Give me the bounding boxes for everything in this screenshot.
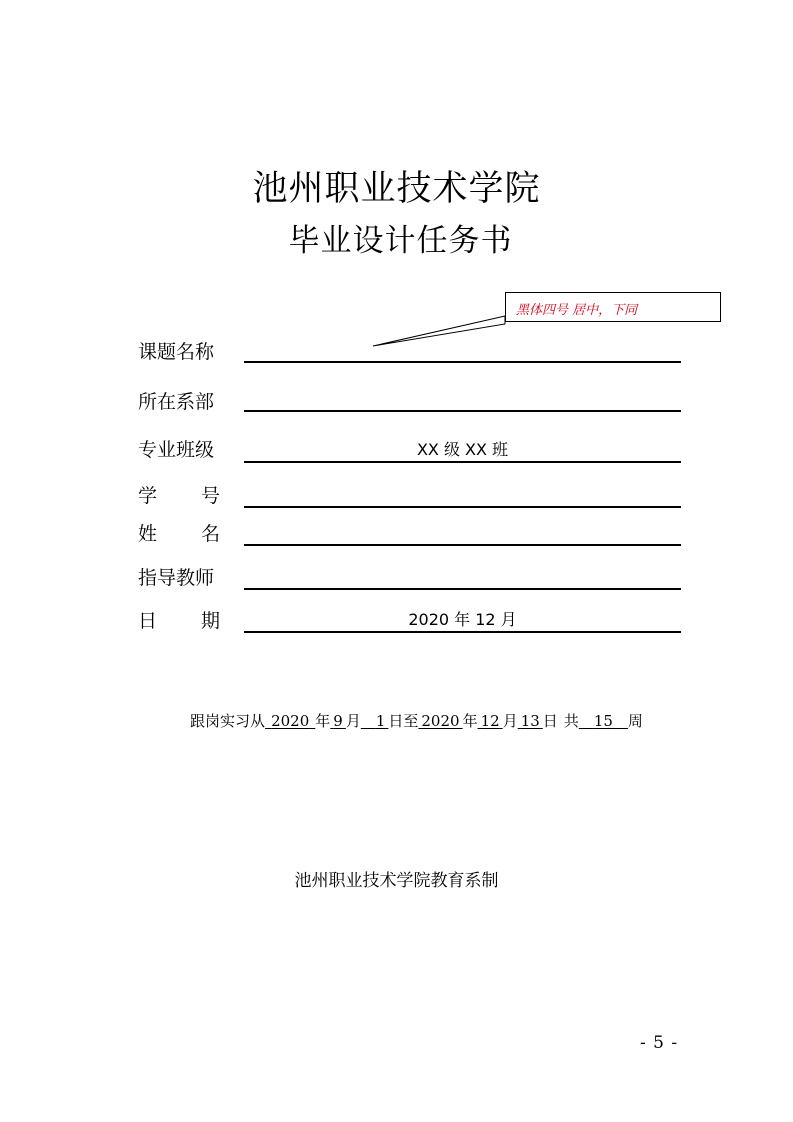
date-underline: [244, 631, 681, 633]
period-end-year[interactable]: 2020: [421, 712, 460, 730]
issuer-text: 池州职业技术学院教育系制: [294, 871, 499, 891]
class-label: 专业班级: [138, 439, 215, 461]
page-number: - 5 -: [640, 1033, 679, 1053]
date-label: 日 期: [138, 610, 220, 632]
period-end-day[interactable]: 13: [520, 712, 540, 730]
topic-underline: [244, 361, 681, 363]
period-month-char: 月: [345, 712, 361, 730]
period-start-year[interactable]: 2020: [271, 712, 310, 730]
internship-period: [0, 710, 793, 732]
annotation-callout: 黑体四号 居中，下同: [505, 292, 721, 322]
period-day-char: 日: [542, 712, 558, 730]
period-month-char-2: 月: [502, 712, 518, 730]
topic-label: 课题名称: [138, 341, 215, 363]
period-week-char: 周: [627, 712, 643, 730]
period-start-day[interactable]: 1: [375, 712, 386, 730]
school-title: 池州职业技术学院: [252, 169, 541, 209]
document-title: 毕业设计任务书: [288, 223, 513, 259]
advisor-label: 指导教师: [138, 567, 215, 589]
department-label: 所在系部: [138, 391, 215, 413]
student-id-label: 学 号: [138, 485, 220, 507]
name-underline: [244, 544, 681, 546]
period-year-char-2: 年: [462, 712, 478, 730]
period-start-month[interactable]: 9: [333, 712, 343, 730]
department-underline: [244, 410, 681, 412]
advisor-underline: [244, 588, 681, 590]
period-total-weeks[interactable]: 15: [593, 712, 613, 730]
period-total-label: 共: [563, 712, 579, 730]
class-value[interactable]: XX 级 XX 班: [416, 440, 509, 459]
date-value[interactable]: 2020 年 12 月: [408, 610, 517, 629]
period-end-month[interactable]: 12: [480, 712, 500, 730]
period-year-char: 年: [315, 712, 331, 730]
period-day-to: 日至: [388, 712, 419, 730]
name-label: 姓 名: [138, 523, 220, 545]
period-prefix: 跟岗实习从: [190, 712, 266, 730]
student-id-underline: [244, 506, 681, 508]
class-underline: [244, 461, 681, 463]
